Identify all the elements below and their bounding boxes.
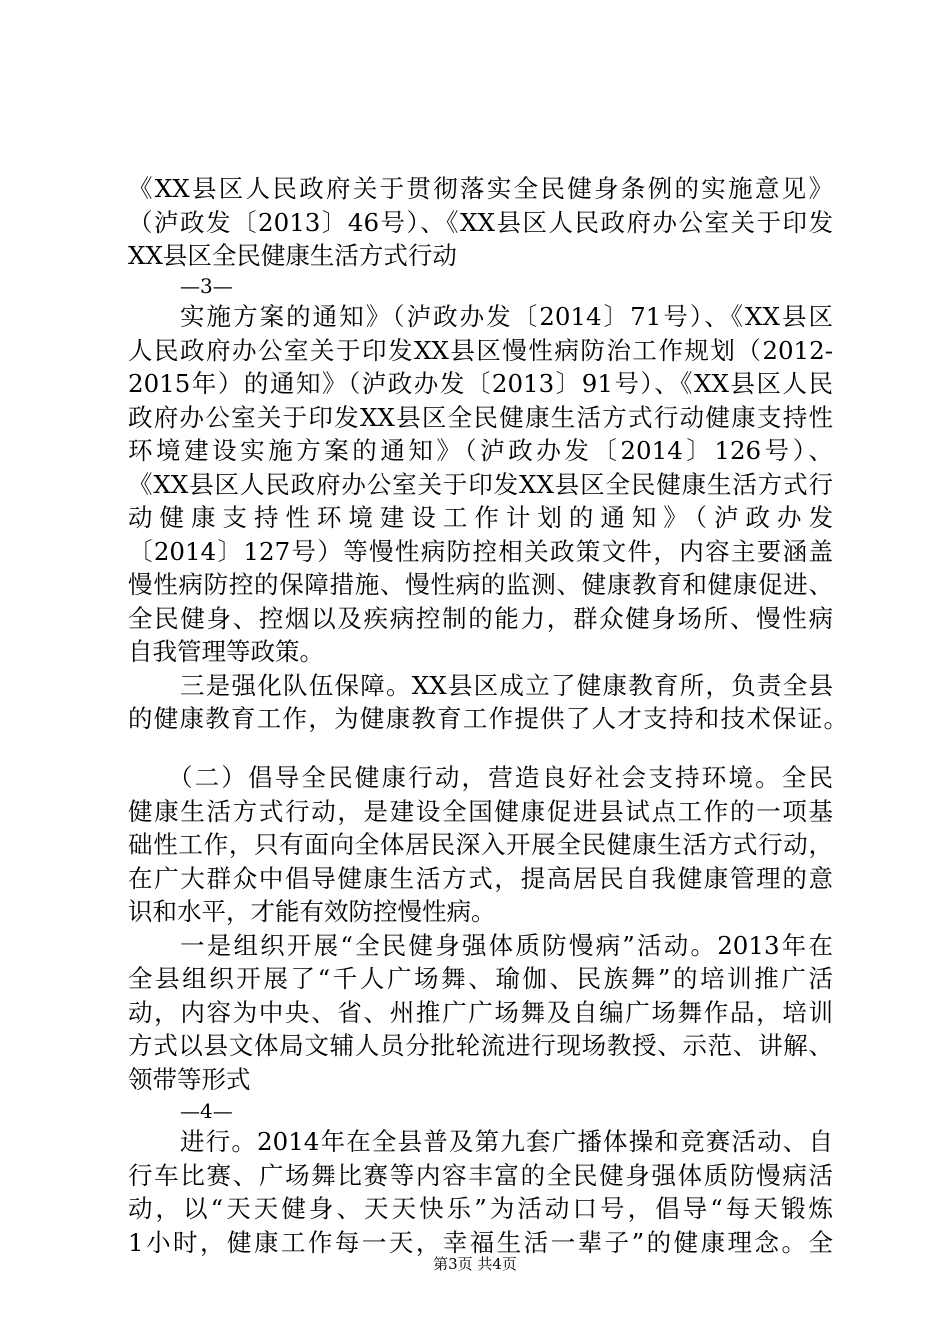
text-line: 在广大群众中倡导健康生活方式，提高居民自我健康管理的意 — [128, 864, 833, 893]
text-line: 2015年）的通知》（泸政办发〔2013〕91号）、《XX县区人民 — [128, 369, 833, 398]
text-line: 三是强化队伍保障。XX县区成立了健康教育所，负责全县 — [180, 671, 833, 700]
text-line: XX县区全民健康生活方式行动 — [128, 241, 457, 270]
text-line: 《XX县区人民政府办公室关于印发XX县区全民健康生活方式行 — [128, 470, 833, 499]
text-line: 动，以“天天健身、天天快乐”为活动口号，倡导“每天锻炼 — [128, 1194, 833, 1223]
text-line: 慢性病防控的保障措施、慢性病的监测、健康教育和健康促进、 — [128, 570, 833, 599]
text-line: 1小时，健康工作每一天，幸福生活一辈子”的健康理念。全 — [128, 1228, 833, 1257]
text-line: 〔2014〕127号）等慢性病防控相关政策文件，内容主要涵盖 — [128, 537, 833, 566]
text-line: 动，内容为中央、省、州推广广场舞及自编广场舞作品，培训 — [128, 998, 833, 1027]
page-footer: 第3页 共4页 — [433, 1255, 517, 1273]
text-line: 全县组织开展了“千人广场舞、瑜伽、民族舞”的培训推广活 — [128, 964, 833, 993]
text-line: （泸政发〔2013〕46号）、《XX县区人民政府办公室关于印发 — [128, 208, 833, 237]
text-line: 政府办公室关于印发XX县区全民健康生活方式行动健康支持性 — [128, 403, 833, 432]
text-line: 人民政府办公室关于印发XX县区慢性病防治工作规划（2012- — [128, 336, 833, 365]
text-line: 一是组织开展“全民健身强体质防慢病”活动。2013年在 — [180, 931, 833, 960]
text-line: 识和水平，才能有效防控慢性病。 — [128, 897, 496, 926]
page-number-marker: —4— — [180, 1099, 233, 1123]
text-line: 领带等形式 — [128, 1065, 251, 1094]
text-line: 行车比赛、广场舞比赛等内容丰富的全民健身强体质防慢病活 — [128, 1161, 833, 1190]
text-line: 进行。2014年在全县普及第九套广播体操和竞赛活动、自 — [180, 1127, 833, 1156]
text-line: 动健康支持性环境建设工作计划的通知》（泸政办发 — [128, 503, 833, 532]
text-line: 的健康教育工作，为健康教育工作提供了人才支持和技术保证。 — [128, 704, 848, 733]
page-number-marker: —3— — [180, 274, 233, 298]
text-line: 全民健身、控烟以及疾病控制的能力，群众健身场所、慢性病 — [128, 604, 833, 633]
text-line: 健康生活方式行动，是建设全国健康促进县试点工作的一项基 — [128, 797, 833, 826]
text-line: 环境建设实施方案的通知》（泸政办发〔2014〕126号）、 — [128, 436, 833, 465]
text-line: 方式以县文体局文辅人员分批轮流进行现场教授、示范、讲解、 — [128, 1031, 833, 1060]
section-heading-line: （二）倡导全民健康行动，营造良好社会支持环境。全民 — [168, 763, 833, 792]
text-line: 础性工作，只有面向全体居民深入开展全民健康生活方式行动， — [128, 830, 833, 859]
text-line: 《XX县区人民政府关于贯彻落实全民健身条例的实施意见》 — [128, 174, 833, 203]
text-line: 自我管理等政策。 — [128, 637, 324, 666]
text-line: 实施方案的通知》（泸政办发〔2014〕71号）、《XX县区 — [180, 302, 833, 331]
